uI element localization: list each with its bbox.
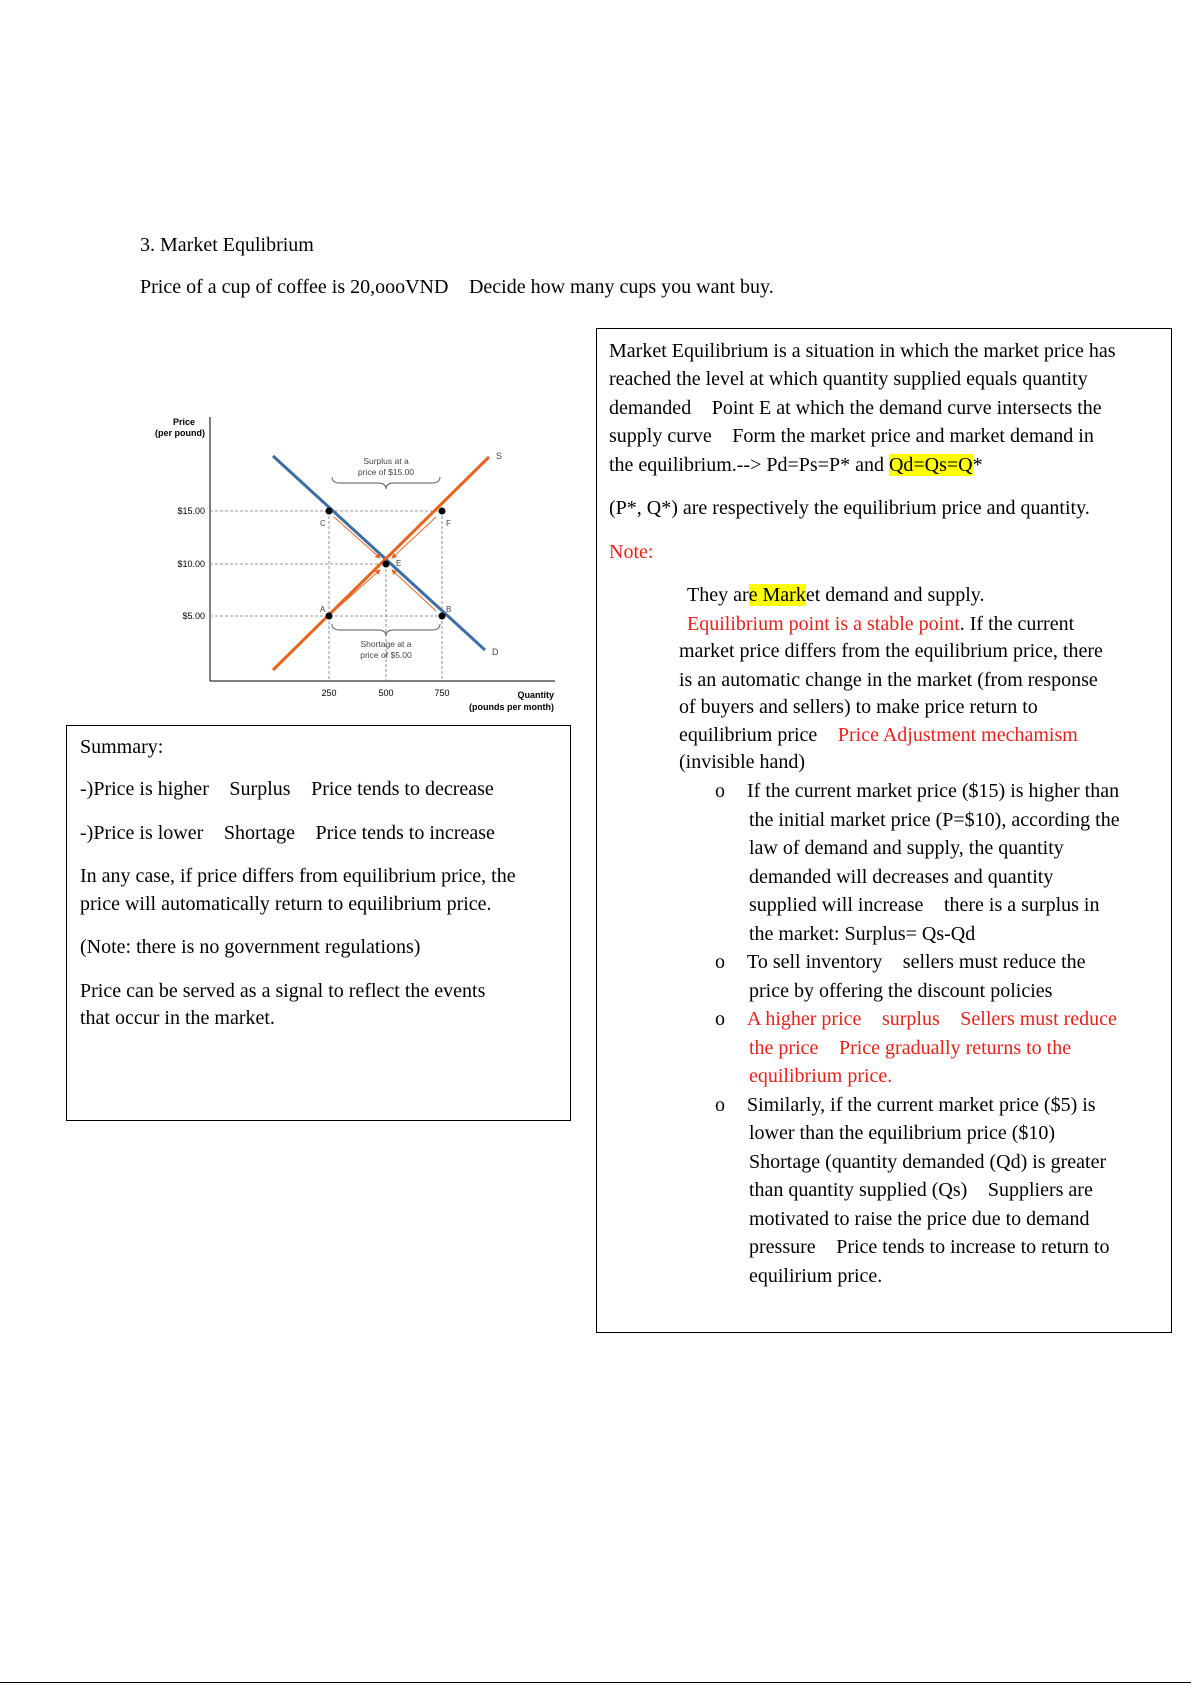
bullet-2-line-5: equilibrium price Price Adjustment mechamism bbox=[679, 724, 1063, 746]
sub1-line-3: law of demand and supply, the quantity bbox=[749, 837, 1064, 859]
point-A bbox=[326, 613, 333, 620]
sub4-line-7: equilirium price. bbox=[749, 1265, 883, 1287]
bullet-1: They are Market demand and supply. bbox=[687, 584, 985, 606]
summary-line-lower: -)Price is lower Shortage Price tends to increase bbox=[80, 822, 464, 844]
summary-box bbox=[66, 725, 571, 1121]
summary-line-higher: -)Price is higher Surplus Price tends to decrease bbox=[80, 778, 463, 800]
point-B-label: B bbox=[446, 605, 452, 614]
sub4-line-3: Shortage (quantity demanded (Qd) is greater bbox=[749, 1151, 1107, 1173]
surplus-annotation-2: price of $15.00 bbox=[357, 467, 415, 477]
y-axis-label: Price bbox=[172, 417, 195, 427]
bullet-2-line-3: is an automatic change in the market (from response bbox=[679, 669, 1098, 691]
bullet-2-line-6: (invisible hand) bbox=[679, 751, 806, 773]
surplus-brace bbox=[332, 477, 440, 489]
bullet-icon-2 bbox=[645, 614, 659, 635]
note-label: Note: bbox=[609, 541, 654, 563]
sub-marker-4: o bbox=[715, 1094, 725, 1116]
highlight-qd-qs: Qd=Qs=Q bbox=[888, 454, 973, 476]
sub1-line-1: If the current market price ($15) is higher than bbox=[747, 780, 1120, 802]
x-tick-500: 500 bbox=[378, 688, 394, 698]
point-C bbox=[326, 508, 333, 515]
shortage-annotation-2: price of $5.00 bbox=[360, 650, 412, 660]
sub-marker-1: o bbox=[715, 780, 725, 802]
sub-marker-3: o bbox=[715, 1008, 725, 1030]
point-F-label: F bbox=[446, 519, 451, 528]
sub1-line-2: the initial market price (P=$10), according the bbox=[749, 809, 1120, 831]
y-axis-label-unit: (per pound) bbox=[155, 428, 205, 438]
definition-box bbox=[596, 328, 1172, 1333]
sub4-line-4: than quantity supplied (Qs) Suppliers are bbox=[749, 1179, 1078, 1201]
shortage-annotation-1: Shortage at a bbox=[360, 639, 412, 649]
sub3-line-2: the price Price gradually returns to the bbox=[749, 1037, 1056, 1059]
x-axis-label: Quantity bbox=[517, 690, 554, 700]
point-E-label: E bbox=[396, 559, 402, 568]
def-line-5: the equilibrium.--> Pd=Ps=P* and Qd=Qs=Q* bbox=[609, 454, 983, 476]
point-F bbox=[439, 508, 446, 515]
summary-note: (Note: there is no government regulations) bbox=[80, 936, 421, 958]
summary-title: Summary: bbox=[80, 736, 164, 758]
def-line-6: (P*, Q*) are respectively the equilibrium price and quantity. bbox=[609, 497, 1090, 519]
summary-para-1a: In any case, if price differs from equilibrium price, the bbox=[80, 865, 516, 887]
sub3-line-1: A higher price surplus Sellers must reduce bbox=[747, 1008, 1086, 1030]
sub3-line-3: equilibrium price. bbox=[749, 1065, 893, 1087]
def-line-3: demanded Point E at which the demand curve intersects the bbox=[609, 397, 1087, 419]
sub1-line-5: supplied will increase there is a surplus in bbox=[749, 894, 1084, 916]
y-tick-5: $5.00 bbox=[182, 611, 205, 621]
bullet-2-line-4: of buyers and sellers) to make price return to bbox=[679, 696, 1038, 718]
x-axis-label-unit: (pounds per month) bbox=[469, 702, 554, 712]
bullet-icon-1 bbox=[645, 584, 659, 605]
summary-para-1b: price will automatically return to equilibrium price. bbox=[80, 893, 492, 915]
summary-para-2a: Price can be served as a signal to reflect the events bbox=[80, 980, 486, 1002]
footer-rule bbox=[0, 1682, 1191, 1683]
sub4-line-2: lower than the equilibrium price ($10) bbox=[749, 1122, 1056, 1144]
demand-curve bbox=[273, 456, 485, 650]
point-B bbox=[439, 613, 446, 620]
sub2-line-2: price by offering the discount policies bbox=[749, 980, 1053, 1002]
demand-label: D bbox=[492, 647, 499, 657]
point-E bbox=[383, 561, 390, 568]
sub1-line-6: the market: Surplus= Qs-Qd bbox=[749, 923, 976, 945]
sub4-line-6: pressure Price tends to increase to return to bbox=[749, 1236, 1094, 1258]
bullet-2-line-2: market price differs from the equilibrium price, there bbox=[679, 640, 1103, 662]
supply-label: S bbox=[496, 451, 503, 461]
sub4-line-1: Similarly, if the current market price ($5) is bbox=[747, 1094, 1096, 1116]
sub2-line-1: To sell inventory sellers must reduce the bbox=[747, 951, 1070, 973]
section-heading: 3. Market Equlibrium bbox=[140, 234, 314, 256]
point-A-label: A bbox=[320, 605, 326, 614]
x-tick-250: 250 bbox=[321, 688, 337, 698]
def-line-1: Market Equilibrium is a situation in which the market price has bbox=[609, 340, 1116, 362]
intro-text: Price of a cup of coffee is 20,oooVND Decide how many cups you want buy. bbox=[140, 276, 759, 298]
sub-marker-2: o bbox=[715, 951, 725, 973]
y-tick-15: $15.00 bbox=[177, 506, 205, 516]
summary-para-2b: that occur in the market. bbox=[80, 1007, 275, 1029]
y-tick-10: $10.00 bbox=[177, 559, 205, 569]
point-C-label: C bbox=[320, 519, 326, 528]
surplus-annotation-1: Surplus at a bbox=[363, 456, 409, 466]
sub4-line-5: motivated to raise the price due to demand bbox=[749, 1208, 1090, 1230]
def-line-2: reached the level at which quantity supplied equals quantity bbox=[609, 368, 1088, 390]
sub1-line-4: demanded will decreases and quantity bbox=[749, 866, 1054, 888]
x-tick-750: 750 bbox=[434, 688, 450, 698]
def-line-4: supply curve Form the market price and market demand in bbox=[609, 425, 1079, 447]
bullet-2-line-1: Equilibrium point is a stable point. If the current bbox=[687, 613, 1075, 635]
supply-demand-chart bbox=[140, 405, 570, 725]
